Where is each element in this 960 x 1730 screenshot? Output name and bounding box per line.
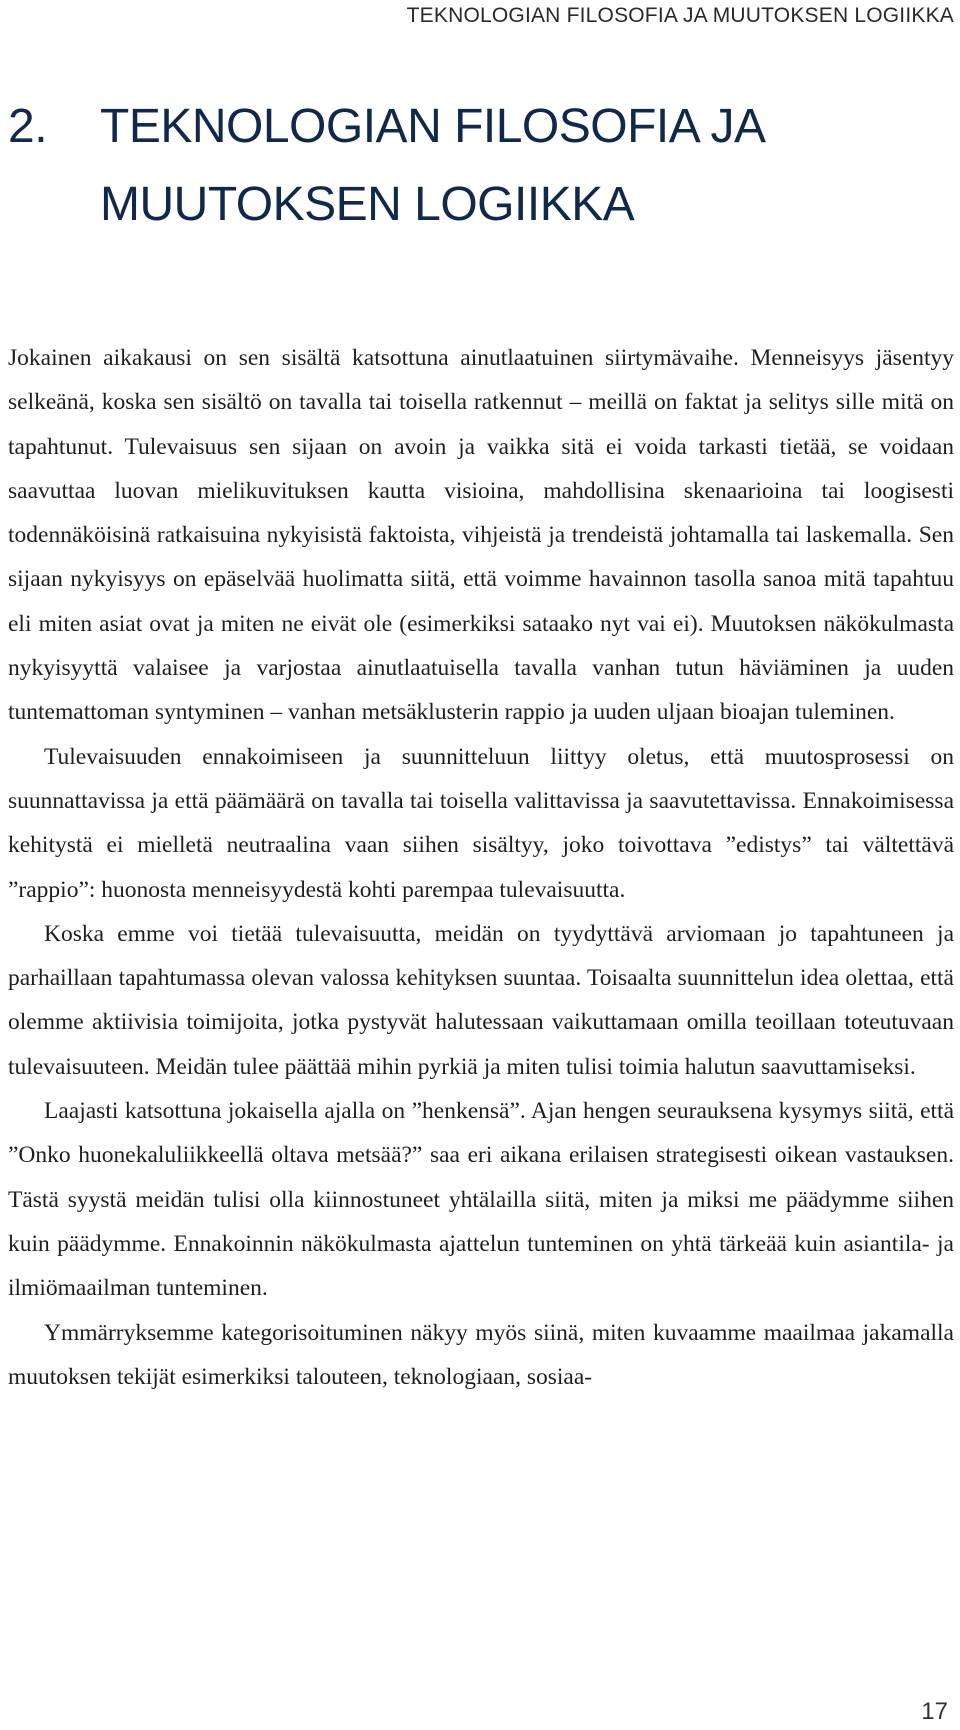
chapter-title-line-2: MUUTOKSEN LOGIIKKA (100, 178, 635, 231)
paragraph-3: Koska emme voi tietää tulevaisuutta, meidän on tyydyttävä arviomaan jo tapahtuneen ja parhaillaan tapahtumassa olevan valossa kehityksen suuntaa. Toisaalta suunnittelun idea olettaa, että olemme aktiivisia toimijoita, jotka pystyvät halutessaan vaikuttamaan omilla teoillaan toteutuvaan tulevaisuuteen. Meidän tulee päättää mihin pyrkiä ja miten tulisi toimia halutun saavuttamiseksi. (8, 920, 954, 1080)
chapter-number: 2. (8, 100, 48, 153)
chapter-title (8, 88, 908, 244)
chapter-title-line-1: TEKNOLOGIAN FILOSOFIA JA (100, 100, 766, 153)
paragraph-5: Ymmärryksemme kategorisoituminen näkyy myös siinä, miten kuvaamme maailmaa jakamalla muutoksen tekijät esimerkiksi talouteen, teknologiaan, sosiaa- (8, 1319, 954, 1390)
paragraph-1: Jokainen aikakausi on sen sisältä katsottuna ainutlaatuinen siirtymävaihe. Menneisyys jäsentyy selkeänä, koska sen sisältö on tavalla tai toisella ratkennut – meillä on faktat ja selitys sille mitä on tapahtunut. Tulevaisuus sen sijaan on avoin ja vaikka sitä ei voida tarkasti tietää, se voidaan saavuttaa luovan mielikuvituksen kautta visioina, mahdollisina skenaarioina tai loogisesti todennäköisinä ratkaisuina nykyisistä faktoista, vihjeistä ja trendeistä johtamalla tai laskemalla. Sen sijaan nykyisyys on epäselvää huolimatta siitä, että voimme havainnon tasolla sanoa mitä tapahtuu eli miten asiat ovat ja miten ne eivät ole (esimerkiksi sataako nyt vai ei). Muutoksen näkökulmasta nykyisyyttä valaisee ja varjostaa ainutlaatuisella tavalla vanhan tutun häviäminen ja uuden tuntemattoman syntyminen – vanhan metsäklusterin rappio ja uuden uljaan bioajan tuleminen. (8, 345, 954, 726)
paragraph-4: Laajasti katsottuna jokaisella ajalla on ”henkensä”. Ajan hengen seurauksena kysymys siitä, että ”Onko huonekaluliikkeellä oltava metsää?” saa eri aikana erilaisen strategisesti oikean vastauksen. Tästä syystä meidän tulisi olla kiinnostuneet yhtälailla siitä, miten ja miksi me päädymme siihen kuin päädymme. Ennakoinnin näkökulmasta ajattelun tunteminen on yhtä tärkeää kuin asiantila- ja ilmiömaailman tunteminen. (8, 1098, 954, 1302)
running-header: TEKNOLOGIAN FILOSOFIA JA MUUTOKSEN LOGIIKKA (406, 4, 954, 27)
paragraph-2: Tulevaisuuden ennakoimiseen ja suunnitteluun liittyy oletus, että muutosprosessi on suunnattavissa ja että päämäärä on tavalla tai toisella valittavissa ja saavutettavissa. Ennakoimisessa kehitystä ei mielletä neutraalina vaan siihen sisältyy, joko toivottava ”edistys” tai vältettävä ”rappio”: huonosta menneisyydestä kohti parempaa tulevaisuutta. (8, 743, 954, 903)
page-number: 17 (921, 1698, 948, 1725)
body-text (8, 336, 954, 1399)
